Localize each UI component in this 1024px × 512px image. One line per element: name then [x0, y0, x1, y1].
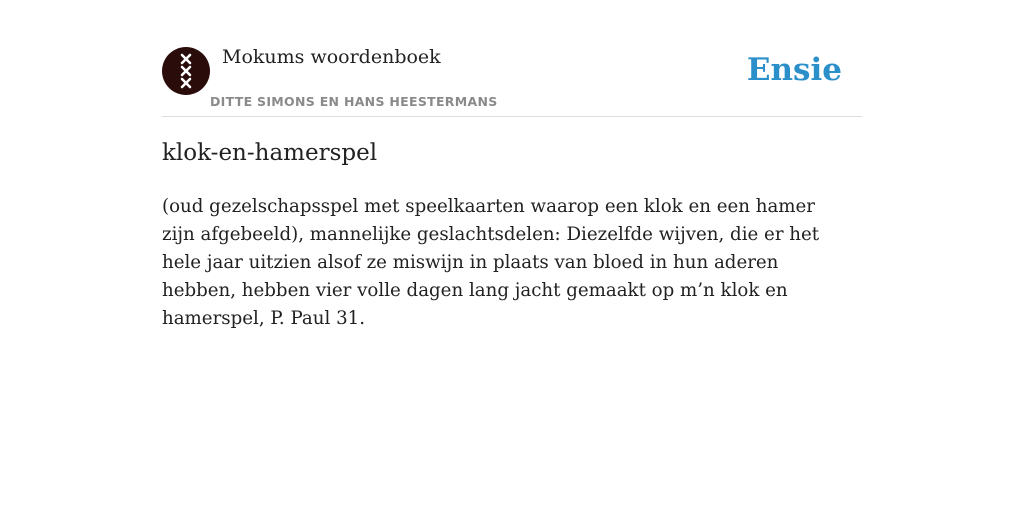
entry-definition: (oud gezelschapsspel met speelkaarten waarop een klok en een hamer zijn afgebeeld), mannelijke geslachtsdelen: Diezelfde wijven, die er het hele jaar uitzien alsof ze miswijn in plaats van bloed in hun aderen hebben, hebben vier volle dagen lang jacht gemaakt op m’n klok en hamerspel, P. Paul 31.: [162, 196, 820, 329]
header: [162, 46, 862, 117]
entry-headword: klok-en-hamerspel: [162, 140, 378, 166]
brand-logo-link[interactable]: Ensie: [746, 52, 842, 88]
dictionary-title[interactable]: Mokums woordenboek: [222, 46, 441, 68]
amsterdam-xxx-icon[interactable]: [162, 47, 210, 95]
dictionary-authors: DITTE SIMONS EN HANS HEESTERMANS: [210, 94, 498, 109]
